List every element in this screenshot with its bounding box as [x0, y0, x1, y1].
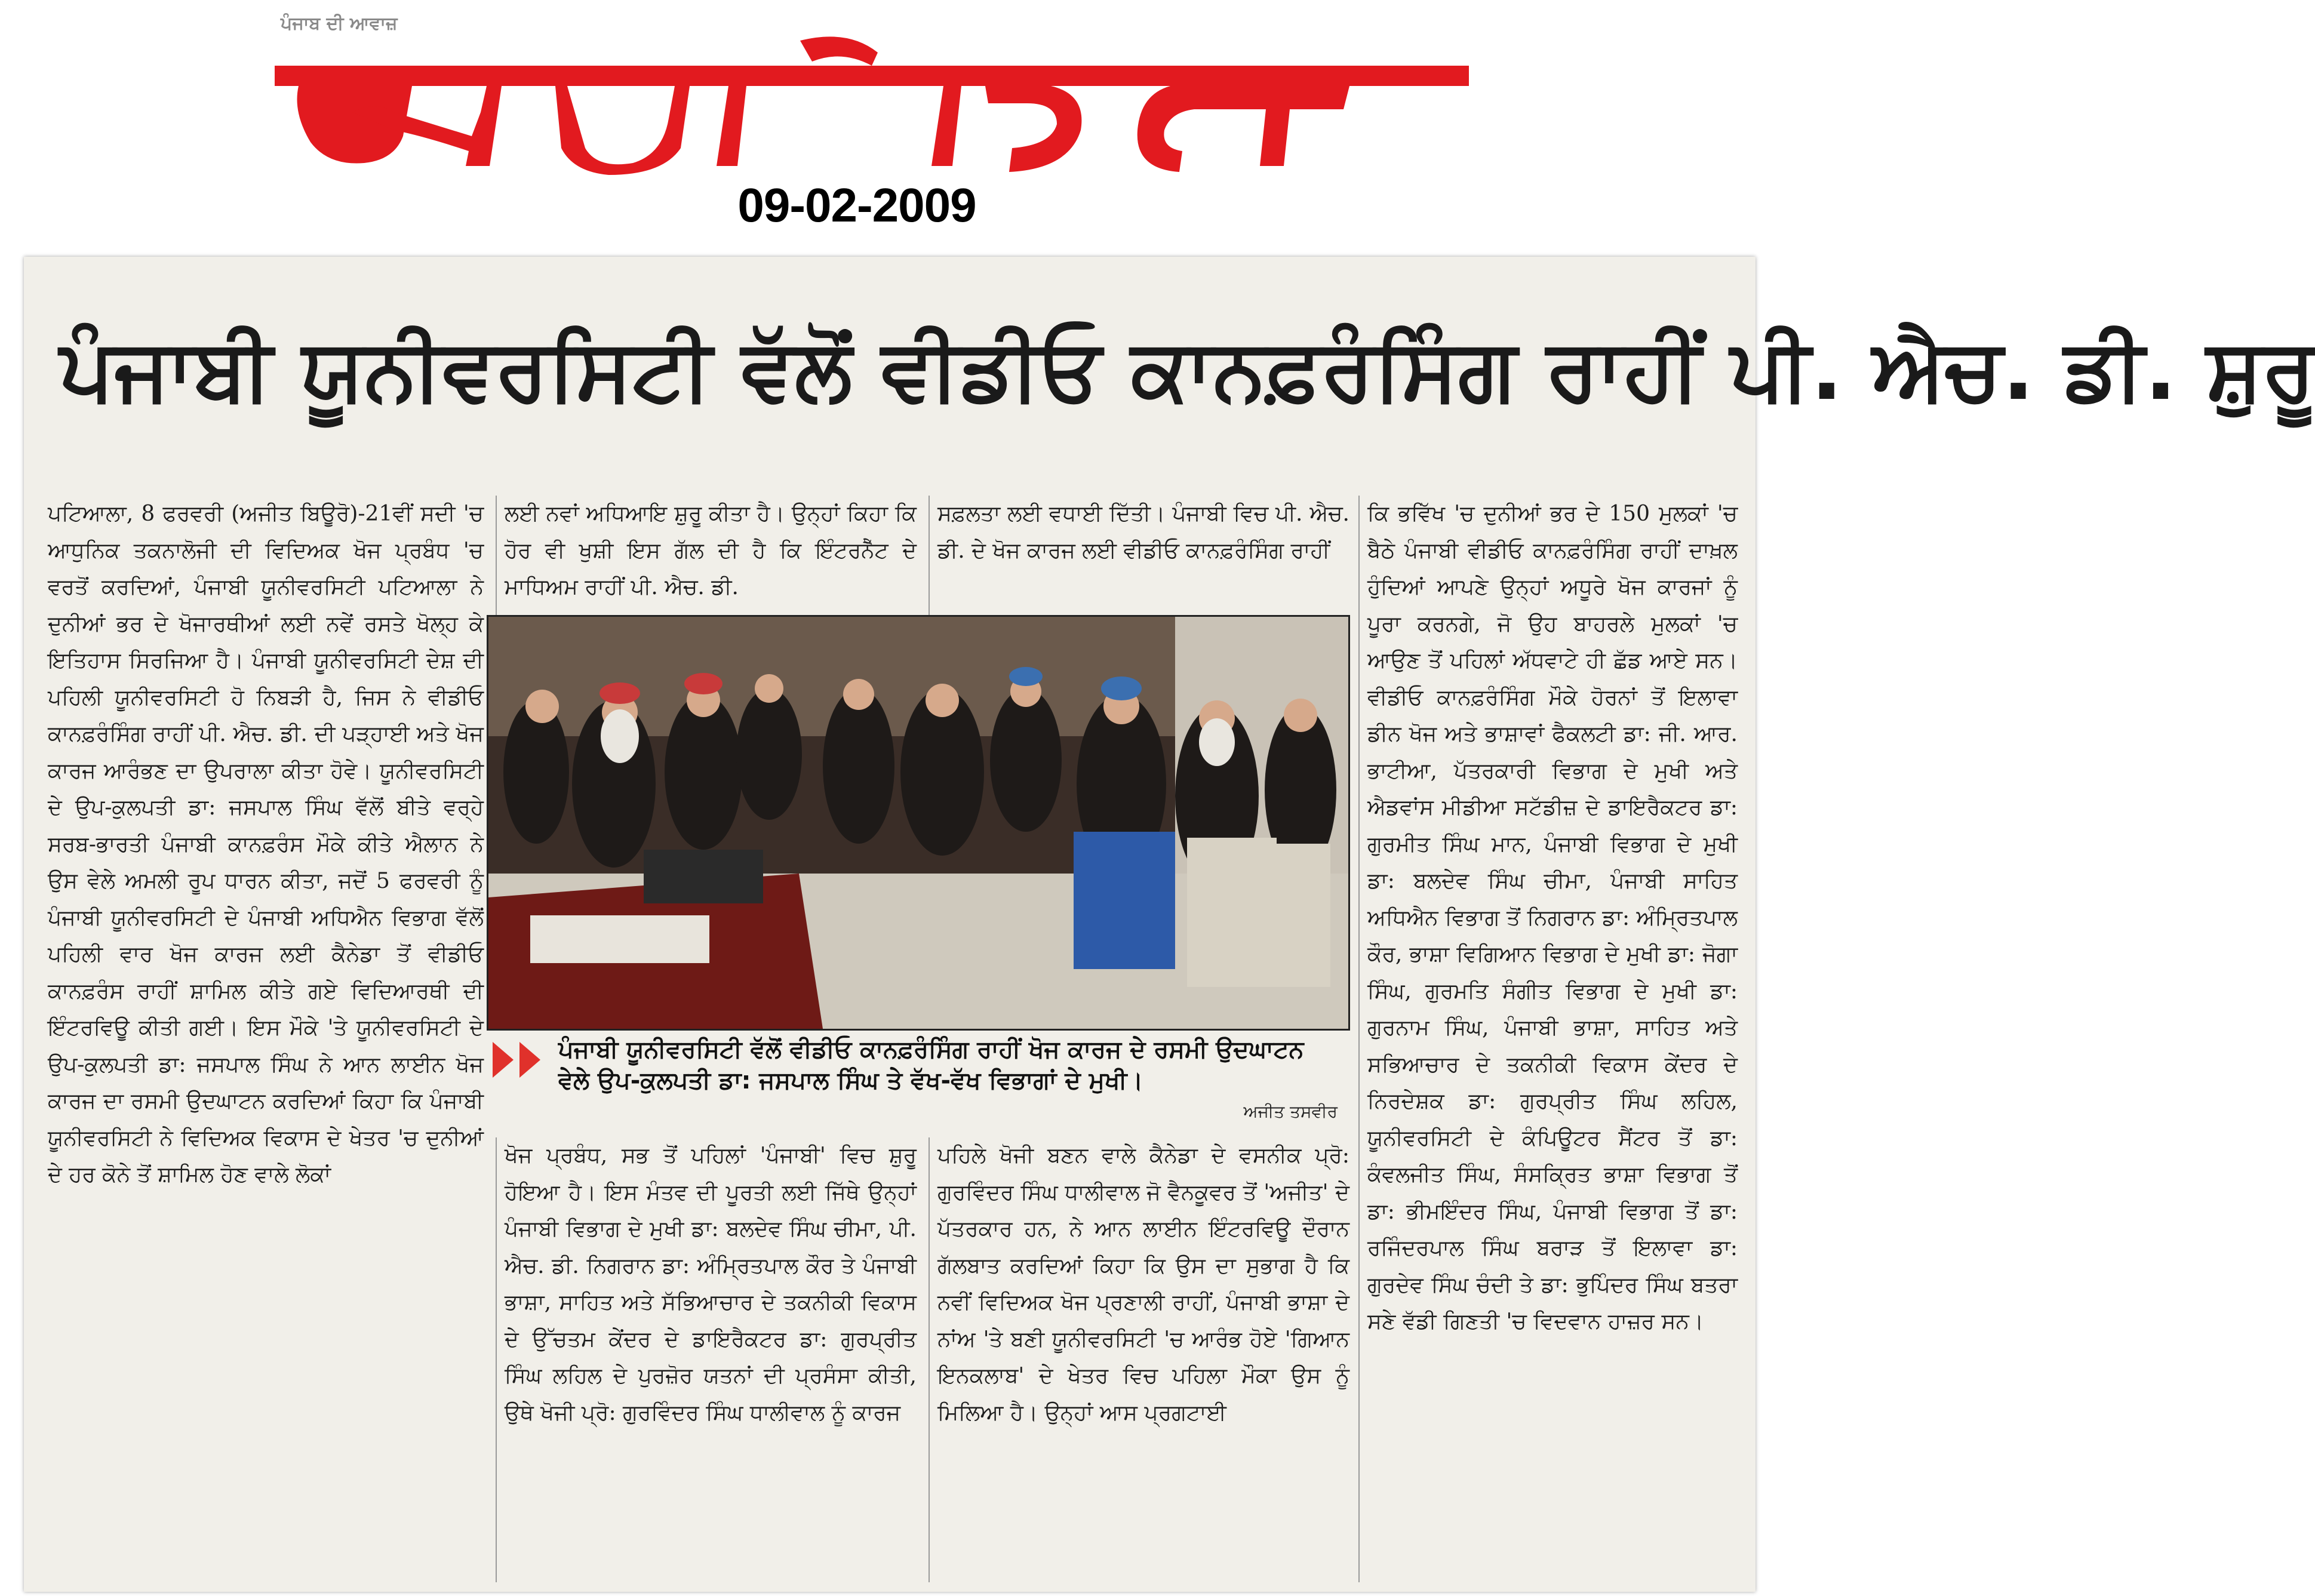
article-column-3-lower	[937, 1137, 1349, 1582]
caption-arrow-icon	[487, 1039, 552, 1081]
photo-credit: ਅਜੀਤ ਤਸਵੀਰ	[1243, 1102, 1338, 1121]
article-headline: ਪੰਜਾਬੀ ਯੂਨੀਵਰਸਿਟੀ ਵੱਲੋਂ ਵੀਡੀਓ ਕਾਨਫ਼ਰੰਸਿੰਗ ਰਾਹੀਂ ਪੀ. ਐਚ. ਡੀ. ਸ਼ੁਰੂ	[60, 321, 2315, 419]
ajit-logo-icon	[275, 29, 1469, 178]
photo-caption	[487, 1027, 1346, 1131]
column-rule	[496, 496, 497, 615]
article-column-2-lower	[505, 1137, 917, 1582]
article-column-3-upper	[937, 496, 1349, 615]
column-4-text: ਕਿ ਭਵਿੱਖ 'ਚ ਦੁਨੀਆਂ ਭਰ ਦੇ 150 ਮੁਲਕਾਂ 'ਚ ਬੈਠੇ ਪੰਜਾਬੀ ਵੀਡੀਓ ਕਾਨਫ਼ਰੰਸਿੰਗ ਰਾਹੀਂ ਦਾਖ਼ਲ ਹੁੰਦਿਆਂ ਆਪਣੇ ਉਨ੍ਹਾਂ ਅਧੂਰੇ ਖੋਜ ਕਾਰਜਾਂ ਨੂੰ ਪੂਰਾ ਕਰਨਗੇ, ਜੋ ਉਹ ਬਾਹਰਲੇ ਮੁਲਕਾਂ 'ਚ ਆਉਣ ਤੋਂ ਪਹਿਲਾਂ ਅੱਧਵਾਟੇ ਹੀ ਛੱਡ ਆਏ ਸਨ। ਵੀਡੀਓ ਕਾਨਫ਼ਰੰਸਿੰਗ ਮੌਕੇ ਹੋਰਨਾਂ ਤੋਂ ਇਲਾਵਾ ਡੀਨ ਖੋਜ ਅਤੇ ਭਾਸ਼ਾਵਾਂ ਫੈਕਲਟੀ ਡਾ: ਜੀ. ਆਰ. ਭਾਟੀਆ, ਪੱਤਰਕਾਰੀ ਵਿਭਾਗ ਦੇ ਮੁਖੀ ਅਤੇ ਐਡਵਾਂਸ ਮੀਡੀਆ ਸਟੱਡੀਜ਼ ਦੇ ਡਾਇਰੈਕਟਰ ਡਾ: ਗੁਰਮੀਤ ਸਿੰਘ ਮਾਨ, ਪੰਜਾਬੀ ਵਿਭਾਗ ਦੇ ਮੁਖੀ ਡਾ: ਬਲਦੇਵ ਸਿੰਘ ਚੀਮਾ, ਪੰਜਾਬੀ ਸਾਹਿਤ ਅਧਿਐਨ ਵਿਭਾਗ ਤੋਂ ਨਿਗਰਾਨ ਡਾ: ਅੰਮ੍ਰਿਤਪਾਲ ਕੌਰ, ਭਾਸ਼ਾ ਵਿਗਿਆਨ ਵਿਭਾਗ ਦੇ ਮੁਖੀ ਡਾ: ਜੋਗਾ ਸਿੰਘ, ਗੁਰਮਤਿ ਸੰਗੀਤ ਵਿਭਾਗ ਦੇ ਮੁਖੀ ਡਾ: ਗੁਰਨਾਮ ਸਿੰਘ, ਪੰਜਾਬੀ ਭਾਸ਼ਾ, ਸਾਹਿਤ ਅਤੇ ਸਭਿਆਚਾਰ ਦੇ ਤਕਨੀਕੀ ਵਿਕਾਸ ਕੇਂਦਰ ਦੇ ਨਿਰਦੇਸ਼ਕ ਡਾ: ਗੁਰਪ੍ਰੀਤ ਸਿੰਘ ਲਹਿਲ, ਯੂਨੀਵਰਸਿਟੀ ਦੇ ਕੰਪਿਊਟਰ ਸੈਂਟਰ ਤੋਂ ਡਾ: ਕੰਵਲਜੀਤ ਸਿੰਘ, ਸੰਸਕ੍ਰਿਤ ਭਾਸ਼ਾ ਵਿਭਾਗ ਤੋਂ ਡਾ: ਭੀਮਇੰਦਰ ਸਿੰਘ, ਪੰਜਾਬੀ ਵਿਭਾਗ ਤੋਂ ਡਾ: ਰਜਿੰਦਰਪਾਲ ਸਿੰਘ ਬਰਾੜ ਤੋਂ ਇਲਾਵਾ ਡਾ: ਗੁਰਦੇਵ ਸਿੰਘ ਚੰਦੀ ਤੇ ਡਾ: ਭੁਪਿੰਦਰ ਸਿੰਘ ਬਤਰਾ ਸਣੇ ਵੱਡੀ ਗਿਣਤੀ 'ਚ ਵਿਦਵਾਨ ਹਾਜ਼ਰ ਸਨ।	[1367, 502, 1738, 1334]
article-column-1	[48, 496, 484, 1582]
photo-caption-text: ਪੰਜਾਬੀ ਯੂਨੀਵਰਸਿਟੀ ਵੱਲੋਂ ਵੀਡੀਓ ਕਾਨਫ਼ਰੰਸਿੰਗ ਰਾਹੀਂ ਖੋਜ ਕਾਰਜ ਦੇ ਰਸਮੀ ਉਦਘਾਟਨ ਵੇਲੇ ਉਪ-ਕੁਲਪਤੀ ਡਾ: ਜਸਪਾਲ ਸਿੰਘ ਤੇ ਵੱਖ-ਵੱਖ ਵਿਭਾਗਾਂ ਦੇ ਮੁਖੀ।	[558, 1036, 1304, 1094]
column-2-lower-text: ਖੋਜ ਪ੍ਰਬੰਧ, ਸਭ ਤੋਂ ਪਹਿਲਾਂ 'ਪੰਜਾਬੀ' ਵਿਚ ਸ਼ੁਰੂ ਹੋਇਆ ਹੈ। ਇਸ ਮੰਤਵ ਦੀ ਪੂਰਤੀ ਲਈ ਜਿੱਥੇ ਉਨ੍ਹਾਂ ਪੰਜਾਬੀ ਵਿਭਾਗ ਦੇ ਮੁਖੀ ਡਾ: ਬਲਦੇਵ ਸਿੰਘ ਚੀਮਾ, ਪੀ. ਐਚ. ਡੀ. ਨਿਗਰਾਨ ਡਾ: ਅੰਮ੍ਰਿਤਪਾਲ ਕੌਰ ਤੇ ਪੰਜਾਬੀ ਭਾਸ਼ਾ, ਸਾਹਿਤ ਅਤੇ ਸੱਭਿਆਚਾਰ ਦੇ ਤਕਨੀਕੀ ਵਿਕਾਸ ਦੇ ਉੱਚਤਮ ਕੇਂਦਰ ਦੇ ਡਾਇਰੈਕਟਰ ਡਾ: ਗੁਰਪ੍ਰੀਤ ਸਿੰਘ ਲਹਿਲ ਦੇ ਪੁਰਜ਼ੋਰ ਯਤਨਾਂ ਦੀ ਪ੍ਰਸੰਸਾ ਕੀਤੀ, ਉਥੇ ਖੋਜੀ ਪ੍ਰੋ: ਗੁਰਵਿੰਦਰ ਸਿੰਘ ਧਾਲੀਵਾਲ ਨੂੰ ਕਾਰਜ	[505, 1143, 917, 1425]
column-rule	[496, 1137, 497, 1582]
edition-date: 09-02-2009	[737, 179, 976, 232]
article-column-2-upper	[505, 496, 917, 615]
column-1-text: ਪਟਿਆਲਾ, 8 ਫਰਵਰੀ (ਅਜੀਤ ਬਿਊਰੋ)-21ਵੀਂ ਸਦੀ 'ਚ ਆਧੁਨਿਕ ਤਕਨਾਲੋਜੀ ਦੀ ਵਿਦਿਅਕ ਖੋਜ ਪ੍ਰਬੰਧ 'ਚ ਵਰਤੋਂ ਕਰਦਿਆਂ, ਪੰਜਾਬੀ ਯੂਨੀਵਰਸਿਟੀ ਪਟਿਆਲਾ ਨੇ ਦੁਨੀਆਂ ਭਰ ਦੇ ਖੋਜਾਰਥੀਆਂ ਲਈ ਨਵੇਂ ਰਸਤੇ ਖੋਲ੍ਹ ਕੇ ਇਤਿਹਾਸ ਸਿਰਜਿਆ ਹੈ। ਪੰਜਾਬੀ ਯੂਨੀਵਰਸਿਟੀ ਦੇਸ਼ ਦੀ ਪਹਿਲੀ ਯੂਨੀਵਰਸਿਟੀ ਹੋ ਨਿਬੜੀ ਹੈ, ਜਿਸ ਨੇ ਵੀਡੀਓ ਕਾਨਫ਼ਰੰਸਿੰਗ ਰਾਹੀਂ ਪੀ. ਐਚ. ਡੀ. ਦੀ ਪੜ੍ਹਾਈ ਅਤੇ ਖੋਜ ਕਾਰਜ ਆਰੰਭਣ ਦਾ ਉਪਰਾਲਾ ਕੀਤਾ ਹੋਵੇ। ਯੂਨੀਵਰਸਿਟੀ ਦੇ ਉਪ-ਕੁਲਪਤੀ ਡਾ: ਜਸਪਾਲ ਸਿੰਘ ਵੱਲੋਂ ਬੀਤੇ ਵਰ੍ਹੇ ਸਰਬ-ਭਾਰਤੀ ਪੰਜਾਬੀ ਕਾਨਫ਼ਰੰਸ ਮੌਕੇ ਕੀਤੇ ਐਲਾਨ ਨੇ ਉਸ ਵੇਲੇ ਅਮਲੀ ਰੂਪ ਧਾਰਨ ਕੀਤਾ, ਜਦੋਂ 5 ਫਰਵਰੀ ਨੂੰ ਪੰਜਾਬੀ ਯੂਨੀਵਰਸਿਟੀ ਦੇ ਪੰਜਾਬੀ ਅਧਿਐਨ ਵਿਭਾਗ ਵੱਲੋਂ ਪਹਿਲੀ ਵਾਰ ਖੋਜ ਕਾਰਜ ਲਈ ਕੈਨੇਡਾ ਤੋਂ ਵੀਡੀਓ ਕਾਨਫ਼ਰੰਸ ਰਾਹੀਂ ਸ਼ਾਮਿਲ ਕੀਤੇ ਗਏ ਵਿਦਿਆਰਥੀ ਦੀ ਇੰਟਰਵਿਊ ਕੀਤੀ ਗਈ। ਇਸ ਮੌਕੇ 'ਤੇ ਯੂਨੀਵਰਸਿਟੀ ਦੇ ਉਪ-ਕੁਲਪਤੀ ਡਾ: ਜਸਪਾਲ ਸਿੰਘ ਨੇ ਆਨ ਲਾਈਨ ਖੋਜ ਕਾਰਜ ਦਾ ਰਸਮੀ ਉਦਘਾਟਨ ਕਰਦਿਆਂ ਕਿਹਾ ਕਿ ਪੰਜਾਬੀ ਯੂਨੀਵਰਸਿਟੀ ਨੇ ਵਿਦਿਅਕ ਵਿਕਾਸ ਦੇ ਖੇਤਰ 'ਚ ਦੁਨੀਆਂ ਦੇ ਹਰ ਕੋਨੇ ਤੋਂ ਸ਼ਾਮਿਲ ਹੋਣ ਵਾਲੇ ਲੋਕਾਂ	[48, 502, 484, 1187]
column-rule	[929, 496, 930, 615]
meeting-photo-icon	[488, 617, 1348, 1029]
article-photo	[487, 615, 1350, 1031]
column-3-upper-text: ਸਫ਼ਲਤਾ ਲਈ ਵਧਾਈ ਦਿੱਤੀ। ਪੰਜਾਬੀ ਵਿਚ ਪੀ. ਐਚ. ਡੀ. ਦੇ ਖੋਜ ਕਾਰਜ ਲਈ ਵੀਡੀਓ ਕਾਨਫ਼ਰੰਸਿੰਗ ਰਾਹੀਂ	[937, 502, 1349, 563]
masthead-tagline: ਪੰਜਾਬ ਦੀ ਆਵਾਜ਼	[281, 13, 398, 34]
masthead-logo	[275, 29, 1469, 178]
column-3-lower-text: ਪਹਿਲੇ ਖੋਜੀ ਬਣਨ ਵਾਲੇ ਕੈਨੇਡਾ ਦੇ ਵਸਨੀਕ ਪ੍ਰੋ: ਗੁਰਵਿੰਦਰ ਸਿੰਘ ਧਾਲੀਵਾਲ ਜੋ ਵੈਨਕੂਵਰ ਤੋਂ 'ਅਜੀਤ' ਦੇ ਪੱਤਰਕਾਰ ਹਨ, ਨੇ ਆਨ ਲਾਈਨ ਇੰਟਰਵਿਊ ਦੌਰਾਨ ਗੱਲਬਾਤ ਕਰਦਿਆਂ ਕਿਹਾ ਕਿ ਉਸ ਦਾ ਸੁਭਾਗ ਹੈ ਕਿ ਨਵੀਂ ਵਿਦਿਅਕ ਖੋਜ ਪ੍ਰਣਾਲੀ ਰਾਹੀਂ, ਪੰਜਾਬੀ ਭਾਸ਼ਾ ਦੇ ਨਾਂਅ 'ਤੇ ਬਣੀ ਯੂਨੀਵਰਸਿਟੀ 'ਚ ਆਰੰਭ ਹੋਏ 'ਗਿਆਨ ਇਨਕਲਾਬ' ਦੇ ਖੇਤਰ ਵਿਚ ਪਹਿਲਾ ਮੌਕਾ ਉਸ ਨੂੰ ਮਿਲਿਆ ਹੈ। ਉਨ੍ਹਾਂ ਆਸ ਪ੍ਰਗਟਾਈ	[937, 1143, 1349, 1425]
column-2-upper-text: ਲਈ ਨਵਾਂ ਅਧਿਆਇ ਸ਼ੁਰੂ ਕੀਤਾ ਹੈ। ਉਨ੍ਹਾਂ ਕਿਹਾ ਕਿ ਹੋਰ ਵੀ ਖੁਸ਼ੀ ਇਸ ਗੱਲ ਦੀ ਹੈ ਕਿ ਇੰਟਰਨੈੱਟ ਦੇ ਮਾਧਿਅਮ ਰਾਹੀਂ ਪੀ. ਐਚ. ਡੀ.	[505, 502, 917, 599]
article-column-4	[1367, 496, 1738, 1582]
news-clipping	[24, 257, 2315, 1592]
column-rule	[929, 1137, 930, 1582]
column-rule	[1358, 496, 1360, 1582]
